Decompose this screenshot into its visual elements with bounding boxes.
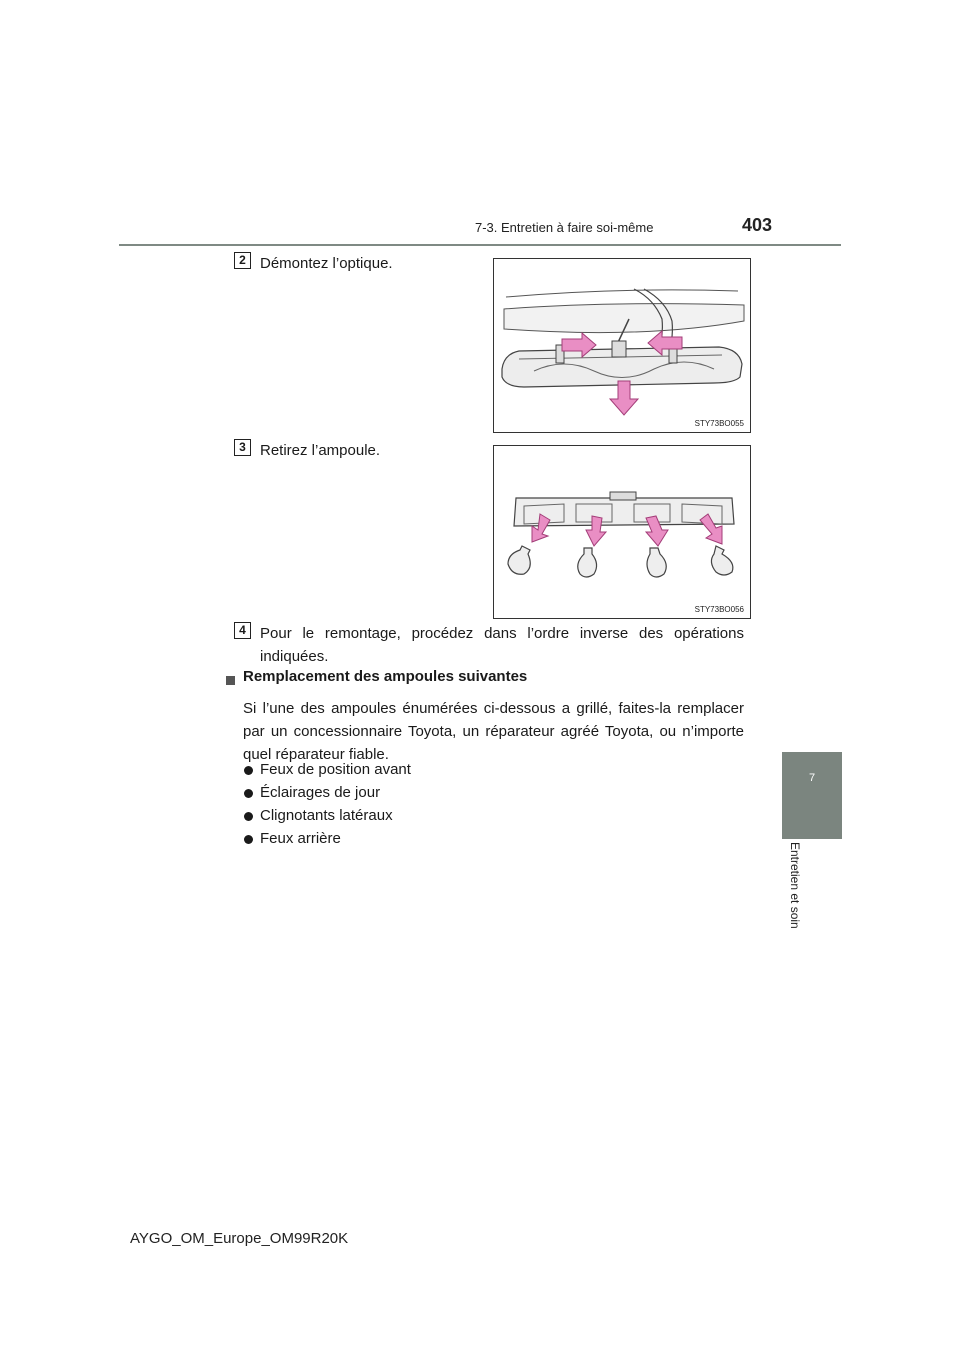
step-number-box: 4 xyxy=(234,622,251,639)
figure-remove-lamp xyxy=(493,258,751,433)
step-text: Pour le remontage, procédez dans l’ordre inverse des opérations xyxy=(260,625,744,642)
figure-code: STY73BO055 xyxy=(694,419,744,428)
bullet-item: Éclairages de jour xyxy=(260,784,381,801)
running-header-section: 7-3. Entretien à faire soi-même xyxy=(475,220,654,235)
bullet-item: Clignotants latéraux xyxy=(260,807,393,824)
section-title: Remplacement des ampoules suivantes xyxy=(243,668,528,685)
step-text-continued: indiquées. xyxy=(260,648,329,665)
document-id: AYGO_OM_Europe_OM99R20K xyxy=(130,1230,349,1247)
chapter-tab xyxy=(782,752,842,839)
bullet-icon xyxy=(244,835,253,844)
section-marker-icon xyxy=(226,676,235,685)
step-text: Démontez l’optique. xyxy=(260,255,393,272)
header-rule xyxy=(119,244,841,246)
bullet-icon xyxy=(244,812,253,821)
chapter-label: Entretien et soin xyxy=(788,842,802,929)
step-number-box: 3 xyxy=(234,439,251,456)
figure-code: STY73BO056 xyxy=(694,605,744,614)
figure-remove-bulbs xyxy=(493,445,751,619)
chapter-number: 7 xyxy=(808,772,816,784)
page-number: 403 xyxy=(742,215,773,235)
bulb-removal-illustration xyxy=(494,446,750,618)
step-number-box: 2 xyxy=(234,252,251,269)
bullet-icon xyxy=(244,766,253,775)
bullet-item: Feux arrière xyxy=(260,830,341,847)
section-paragraph: Si l’une des ampoules énumérées ci-dessous a grillé, faites-la remplacer par un concessionnaire Toyota, un réparateur agréé Toyota, ou n’importe quel réparateur fiable. xyxy=(243,700,744,763)
bullet-icon xyxy=(244,789,253,798)
lamp-removal-illustration xyxy=(494,259,750,432)
bullet-item: Feux de position avant xyxy=(260,761,411,778)
step-text: Retirez l’ampoule. xyxy=(260,442,381,459)
